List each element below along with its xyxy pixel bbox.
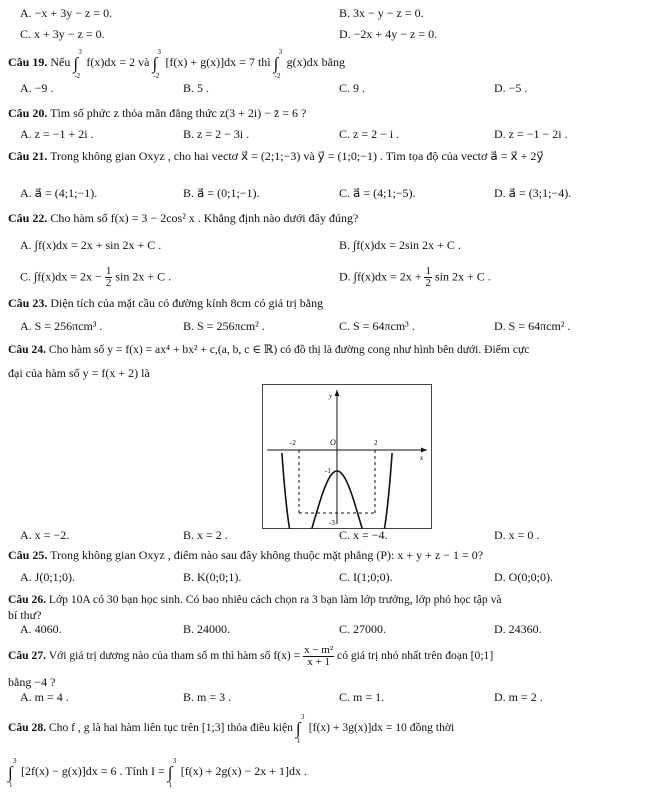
q25-text: Trong không gian Oxyz , điểm nào sau đây không thuộc mặt phẳng (P): x + y + z − 1 = 0? [50,548,484,562]
q24-option-a: A. x = −2. [20,528,70,542]
q25-option-d: D. O(0;0;0). [494,570,553,584]
q26-option-a: A. 4060. [20,622,62,636]
q22-option-b: B. ∫f(x)dx = 2sin 2x + C . [339,238,461,252]
q24-option-b: B. x = 2 . [183,528,228,542]
tick-label-neg3: -3 [329,519,335,527]
q27-option-a: A. m = 4 . [20,690,69,704]
fraction: $\frac{1}{2}$ [105,265,112,289]
q25-label: Câu 25. [8,548,48,562]
q27-label: Câu 27. [8,649,47,663]
integral-sign: ∫ 3 1 [295,713,305,745]
q20-label: Câu 20. [8,106,48,120]
q19-and: và [138,55,150,69]
q21-question [8,149,543,163]
tick-label-pos2: 2 [374,439,378,447]
q28-int2: [2f(x) − g(x)]dx = 6 . Tính I = [21,764,165,778]
integral-sign: ∫ 3 1 [167,757,177,789]
origin-label: O [330,438,336,447]
q19-int2: [f(x) + g(x)]dx = 7 [165,55,255,69]
integral-sign: ∫ 3 -2 [273,48,283,80]
q25-option-b: B. K(0;0;1). [183,570,242,584]
q19-option-c: C. 9 . [339,81,366,95]
q22-question [8,211,358,225]
q22-text: Cho hàm số f(x) = 3 − 2cos² x . Khẳng định nào dưới đây đúng? [50,211,359,225]
q19-int3: g(x)dx [286,55,319,69]
fraction: $\frac{\text{x − m²}}{x + 1}$ [304,644,334,668]
q23-label: Câu 23. [8,296,48,310]
q25-option-c: C. I(1;0;0). [339,570,393,584]
q28-text-pre: Cho f , g là hai hàm liên tục trên [1;3] thỏa điều kiện [48,721,293,734]
q24-question [8,343,529,357]
q20-option-b: B. z = 2 − 3i . [183,127,250,141]
q28-int1: [f(x) + 3g(x)]dx = 10 [308,721,407,734]
q24-option-c: C. x = −4. [339,528,388,542]
q26-option-d: D. 24360. [494,622,542,636]
integral-sign: ∫ 3 -2 [73,48,82,80]
q23-option-c: C. S = 64πcm³ . [339,319,415,333]
q28-text-post: đồng thời [409,721,455,734]
q26-text: Lớp 10A có 30 bạn học sinh. Có bao nhiêu cách chọn ra 3 bạn làm lớp trưởng, lớp phó học tập và [48,593,502,606]
q28-line2 [8,757,307,789]
q21-option-a: A. a⃗ = (4;1;−1). [20,186,98,200]
q27-question [8,645,493,668]
graph-frame [263,385,432,529]
q19-option-d: D. −5 . [494,81,528,95]
integral-sign: ∫ 3 1 [8,757,17,789]
q18-option-d: D. −2x + 4y − z = 0. [339,27,438,41]
q19-int1: f(x)dx = 2 [86,55,136,69]
q19-option-b: B. 5 . [183,81,210,95]
q27-text2: bằng −4 ? [8,675,56,689]
q23-option-b: B. S = 256πcm² . [183,319,265,333]
q24-label: Câu 24. [8,343,47,356]
q23-text: Diện tích của mặt cầu có đường kính 8cm có giá trị bằng [50,296,324,310]
q19-question [8,48,345,80]
q21-label: Câu 21. [8,149,48,163]
y-axis-label: y [329,392,333,400]
q19-tail: bằng [321,55,345,69]
q25-question [8,548,483,562]
q21-option-b: B. a⃗ = (0;1;−1). [183,186,260,200]
fraction: $\frac{1}{2}$ [425,265,431,289]
q19-lead: Nếu [50,55,71,69]
q20-question [8,106,306,120]
q18-option-c: C. x + 3y − z = 0. [20,27,105,41]
q26-option-b: B. 24000. [183,622,231,636]
q19-label: Câu 19. [8,55,48,69]
q25-option-a: A. J(0;1;0). [20,570,75,584]
q22-label: Câu 22. [8,211,48,225]
q24-text2: đại của hàm số y = f(x + 2) là [8,366,150,380]
q27-text-pre: Với giá trị dương nào của tham số m thì hàm số f(x) = [48,649,301,663]
tick-label-neg2: -2 [290,439,296,447]
q22-option-a: A. ∫f(x)dx = 2x + sin 2x + C . [20,238,162,252]
q23-option-d: D. S = 64πcm² . [494,319,571,333]
q22-option-d: D. ∫f(x)dx = 2x + $\frac{1}{2}$ sin 2x + C . [339,265,491,289]
q23-option-a: A. S = 256πcm³ . [20,319,103,333]
q18-option-b: B. 3x − y − z = 0. [339,6,424,20]
q26-option-c: C. 27000. [339,622,387,636]
q26-question [8,593,502,607]
q20-option-a: A. z = −1 + 2i . [20,127,94,141]
q21-option-d: D. a⃗ = (3;1;−4). [494,186,572,200]
q26-label: Câu 26. [8,593,47,606]
q20-text: Tìm số phức z thỏa mãn đẳng thức z(3 + 2i) − z̄ = 6 ? [50,106,307,120]
x-axis-label: x [420,454,424,462]
q24-option-d: D. x = 0 . [494,528,540,542]
q28-label: Câu 28. [8,721,47,734]
q26-text2: bí thư? [8,608,42,622]
q20-option-c: C. z = 2 − i . [339,127,400,141]
q27-option-c: C. m = 1. [339,690,385,704]
tick-label-neg1: -1 [325,467,331,475]
integral-sign: ∫ 3 -2 [152,48,161,80]
quartic-graph [262,384,432,529]
q23-question [8,296,323,310]
q20-option-d: D. z = −1 − 2i . [494,127,568,141]
q18-option-a: A. −x + 3y − z = 0. [20,6,113,20]
q27-text-post: có giá trị nhỏ nhất trên đoạn [0;1] [337,649,494,663]
q24-text: Cho hàm số y = f(x) = ax⁴ + bx² + c,(a, b, c ∈ ℝ) có đồ thị là đường cong như hình bên dưới. Điểm cực [48,343,530,356]
q28-int3: [f(x) + 2g(x) − 2x + 1]dx . [180,764,307,778]
q19-then: thì [257,55,271,69]
q27-option-d: D. m = 2 . [494,690,543,704]
q28-question [8,713,455,745]
q19-option-a: A. −9 . [20,81,54,95]
q22-option-c: C. ∫f(x)dx = 2x − $\frac{1}{2}$ sin 2x + C . [20,265,172,289]
q21-option-c: C. a⃗ = (4;1;−5). [339,186,416,200]
q21-text: Trong không gian Oxyz , cho hai vectơ x⃗ = (2;1;−3) và y⃗ = (1;0;−1) . Tìm tọa độ của vectơ a⃗ = x⃗ + 2y⃗ [50,149,544,163]
q27-option-b: B. m = 3 . [183,690,232,704]
